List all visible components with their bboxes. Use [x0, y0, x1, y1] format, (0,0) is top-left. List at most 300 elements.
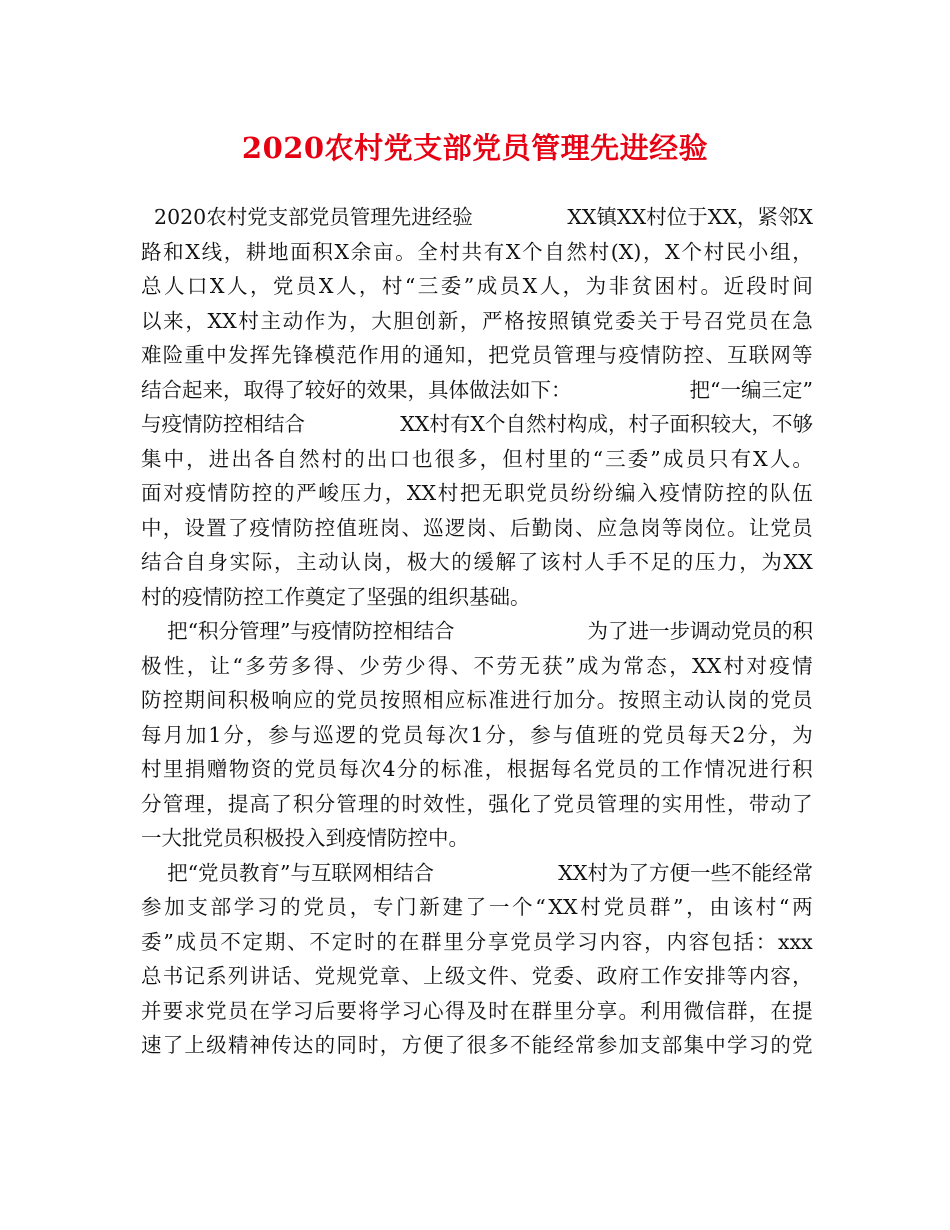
body-text-glyph: 照	[640, 688, 661, 712]
body-text-glyph: 组	[770, 239, 791, 264]
body-text-glyph: 让	[748, 515, 770, 540]
body-text-glyph: ，	[686, 895, 707, 919]
body-text-glyph: 高	[249, 791, 271, 816]
body-text-glyph: 习	[256, 895, 278, 919]
body-text-glyph: 防	[141, 688, 162, 712]
body-text-glyph: ，	[384, 550, 406, 574]
body-text-glyph: 分	[747, 722, 768, 747]
body-text-glyph: 准	[488, 688, 509, 712]
body-text-glyph: 列	[227, 964, 249, 988]
body-text-glyph: 困	[654, 274, 676, 298]
body-text-glyph: 时	[354, 929, 375, 954]
body-text-glyph: ，	[748, 998, 770, 1023]
body-text-glyph: 面	[141, 481, 162, 505]
body-text-glyph: 按	[618, 688, 639, 712]
body-text-glyph: 村	[238, 308, 259, 333]
body-text-glyph: 应	[444, 688, 466, 712]
body-text-glyph: 有	[483, 239, 505, 264]
body-text-glyph: 员	[358, 688, 379, 712]
body-text-glyph: 天	[709, 722, 731, 747]
body-text-glyph: 的	[747, 481, 769, 505]
body-text-glyph: 多	[488, 1033, 509, 1057]
body-text-glyph: 2	[732, 722, 746, 747]
body-text-glyph: 村	[723, 653, 745, 678]
body-text-glyph: 得	[313, 653, 335, 678]
body-text-glyph: 人	[539, 274, 561, 298]
body-text-glyph: 班	[597, 722, 619, 747]
body-text-glyph: 控	[162, 688, 184, 712]
body-text-glyph: 动	[683, 688, 705, 712]
body-text-glyph: 了	[792, 791, 813, 816]
body-text-glyph: 准	[462, 757, 484, 781]
body-text-line	[141, 890, 813, 925]
body-text-glyph: 委	[141, 929, 162, 954]
body-text-glyph: 情	[207, 481, 228, 505]
body-text-glyph: 常	[575, 1033, 596, 1057]
body-text-glyph: 工	[660, 757, 681, 781]
body-text-glyph: 分	[396, 757, 418, 781]
body-text-glyph: 岗	[640, 515, 661, 540]
body-text-glyph: 集	[141, 446, 162, 471]
body-text-glyph: 两	[792, 895, 813, 919]
body-text-glyph: 每	[425, 722, 446, 747]
body-text-glyph: 微	[683, 998, 705, 1023]
body-text-glyph: 也	[411, 446, 433, 471]
body-text-glyph: 多	[457, 446, 478, 471]
body-text-glyph: ，	[459, 308, 481, 333]
body-text-glyph: ，	[669, 653, 690, 678]
body-text-glyph: 村	[755, 895, 777, 919]
body-text-glyph: 政	[596, 964, 618, 988]
body-text-glyph: 标	[440, 757, 462, 781]
body-text-glyph: 委	[614, 308, 636, 333]
body-text-glyph: 学	[379, 998, 401, 1023]
body-text-glyph: 线	[201, 239, 223, 264]
body-text-glyph: 时	[488, 998, 509, 1023]
body-text-glyph: 的	[379, 791, 401, 816]
body-text-glyph: 中	[705, 1033, 726, 1057]
body-text-segment: XX村有X个自然村构成，村子面积较大，不够	[400, 412, 813, 436]
body-text-glyph: 间	[792, 274, 813, 298]
body-text-line	[141, 304, 813, 339]
body-text-line	[141, 614, 813, 649]
body-text-glyph: 习	[401, 998, 422, 1023]
body-text-glyph: 加	[553, 688, 574, 712]
body-text-glyph: 队	[770, 481, 791, 505]
body-text-glyph: 员	[227, 998, 249, 1023]
body-text-glyph: 范	[336, 343, 357, 367]
body-text-glyph: 的	[401, 343, 422, 367]
body-text-glyph: 用	[379, 343, 401, 367]
body-text-glyph: 个	[512, 895, 533, 919]
body-text-glyph: 常	[623, 653, 645, 678]
body-text-glyph: “	[535, 895, 546, 919]
body-text-line	[141, 338, 813, 373]
body-text-glyph: 得	[444, 998, 466, 1023]
body-text-glyph: 部	[210, 895, 232, 919]
body-text-glyph: ，	[466, 791, 488, 816]
body-text-glyph: 实	[229, 550, 251, 574]
body-text-segment: 把“积分管理”与疫情防控相结合	[141, 619, 455, 643]
body-text-glyph: 根	[506, 757, 528, 781]
body-text-glyph: 把	[459, 481, 481, 505]
body-text-glyph: 学	[554, 929, 576, 954]
body-text-glyph: xxx	[778, 929, 813, 954]
body-text-glyph: 府	[618, 964, 639, 988]
body-text-glyph: 与	[596, 343, 618, 367]
body-text-glyph: 多	[245, 653, 266, 678]
body-text-glyph: 员	[402, 722, 424, 747]
body-text-glyph: 门	[396, 895, 417, 919]
body-text-glyph: 情	[681, 481, 702, 505]
body-text-glyph: 自	[544, 239, 565, 264]
body-text-glyph: 按	[379, 688, 401, 712]
body-text-glyph: 照	[401, 688, 422, 712]
body-text-glyph: 员	[747, 308, 769, 333]
body-text-glyph: 很	[434, 446, 456, 471]
body-text-glyph: 总	[141, 964, 162, 988]
body-text-glyph: 岗	[362, 550, 384, 574]
body-text-glyph: 分	[575, 998, 596, 1023]
body-text-glyph: 小	[747, 239, 769, 264]
body-text-glyph: 加	[164, 895, 185, 919]
body-text-glyph: 为	[326, 308, 348, 333]
body-text-glyph: 员	[197, 929, 219, 954]
body-text-glyph: 传	[271, 1033, 292, 1057]
body-text-glyph: 压	[340, 481, 361, 505]
body-text-glyph: 然	[566, 239, 587, 264]
body-text-glyph: 书	[162, 964, 184, 988]
body-text-glyph: 岗	[553, 515, 574, 540]
body-text-glyph: 参	[268, 722, 289, 747]
document-body	[141, 200, 813, 1063]
body-text-glyph: 员	[499, 274, 521, 298]
body-text-glyph: 作	[358, 343, 379, 367]
body-text-glyph: 管	[162, 791, 184, 816]
body-text-glyph: 设	[184, 515, 205, 540]
body-text-glyph: X	[665, 239, 680, 264]
body-text-glyph: 享	[596, 998, 618, 1023]
body-text-line	[141, 856, 813, 891]
document-title: 2020农村党支部党员管理先进经验	[241, 131, 709, 165]
body-text-glyph: “	[778, 895, 790, 919]
body-text-glyph: 作	[661, 964, 683, 988]
body-text-glyph: 村	[561, 550, 583, 574]
body-text-glyph: 控	[314, 515, 336, 540]
body-text-glyph: 的	[451, 550, 472, 574]
body-text-glyph: 段	[746, 274, 767, 298]
body-text-glyph: 人	[584, 550, 605, 574]
body-text-glyph: XX	[548, 895, 578, 919]
body-text-glyph: 神	[249, 1033, 271, 1057]
body-text-glyph: 学	[726, 1033, 748, 1057]
body-text-line	[141, 580, 813, 615]
body-text-glyph: 贫	[631, 274, 653, 298]
body-text-glyph: 急	[618, 515, 639, 540]
body-text-glyph: 资	[250, 757, 272, 781]
body-text-glyph: 员	[626, 895, 648, 919]
body-text-glyph: 极	[249, 688, 271, 712]
body-text-glyph: 员	[316, 757, 338, 781]
body-text-glyph: 由	[709, 895, 730, 919]
body-text-glyph: 新	[437, 308, 459, 333]
body-text-glyph: 少	[405, 653, 426, 678]
body-text-glyph: 标	[466, 688, 488, 712]
body-text-glyph: 但	[502, 446, 523, 471]
body-text-glyph: 村	[141, 757, 162, 781]
body-text-glyph: 党	[206, 998, 227, 1023]
body-text-glyph: 际	[251, 550, 273, 574]
body-text-glyph: 有	[730, 446, 752, 471]
body-text-segment: 2020农村党支部党员管理先进经验	[141, 205, 473, 229]
body-text-glyph: 后	[314, 998, 336, 1023]
body-text-glyph: XX	[692, 653, 722, 678]
body-text-glyph: 认	[705, 688, 726, 712]
body-text-glyph: ，	[507, 722, 529, 747]
body-text-glyph: 级	[206, 1033, 227, 1057]
body-text-glyph: 关	[637, 308, 658, 333]
body-text-glyph: 求	[184, 998, 205, 1023]
body-text-glyph: 。	[395, 239, 416, 264]
body-text-glyph: 镇	[570, 308, 592, 333]
body-text-glyph: 共	[461, 239, 483, 264]
body-text-line	[141, 269, 813, 304]
body-text-glyph: 月	[163, 722, 184, 747]
body-text-glyph: 控	[725, 481, 747, 505]
body-text-glyph: 新	[419, 895, 440, 919]
body-text-glyph: 大	[371, 308, 392, 333]
body-text-glyph: 入	[637, 481, 658, 505]
body-text-glyph: 的	[418, 757, 440, 781]
body-text-glyph: 岗	[726, 688, 748, 712]
body-text-glyph: 。	[618, 998, 639, 1023]
body-text-glyph: 了	[531, 791, 553, 816]
body-text-glyph: 力	[362, 481, 384, 505]
body-text-glyph: 化	[509, 791, 531, 816]
body-text-glyph: 值	[575, 722, 596, 747]
body-text-glyph: 险	[162, 343, 184, 367]
body-text-glyph: 主	[661, 688, 683, 712]
body-text-glyph: ，	[273, 550, 295, 574]
body-text-glyph: 自	[185, 550, 206, 574]
body-text-glyph: 等	[661, 515, 683, 540]
body-text-glyph: 容	[621, 929, 643, 954]
body-text-glyph: 理	[358, 791, 379, 816]
body-text-line	[141, 718, 813, 753]
body-text-glyph: 系	[206, 964, 227, 988]
body-text-glyph: 等	[792, 343, 813, 367]
body-text-glyph: 党	[272, 274, 294, 298]
body-text-glyph: 。	[700, 274, 721, 298]
body-text-glyph: 面	[290, 239, 311, 264]
body-text-glyph: “	[232, 653, 243, 678]
body-text-glyph: 党	[380, 722, 402, 747]
body-text-glyph: 积	[292, 791, 314, 816]
body-text-glyph: 同	[336, 1033, 357, 1057]
body-text-glyph: 在	[249, 998, 271, 1023]
body-text-glyph: X	[334, 239, 350, 264]
body-text-glyph: 口	[186, 274, 208, 298]
body-text-glyph: 党	[553, 791, 574, 816]
body-text-glyph: 定	[331, 929, 353, 954]
body-text-glyph: ，	[223, 239, 245, 264]
body-text-glyph: ，	[792, 239, 813, 264]
body-text-glyph: 逻	[335, 722, 357, 747]
body-text-glyph: 很	[466, 1033, 488, 1057]
body-text-glyph: 群	[726, 998, 748, 1023]
body-text-glyph: 不	[473, 653, 495, 678]
body-text-glyph: 每	[687, 722, 708, 747]
body-text-glyph: 、	[287, 929, 308, 954]
body-text-glyph: 、	[292, 964, 314, 988]
body-text-glyph: 行	[770, 757, 791, 781]
body-text-glyph: 对	[163, 481, 184, 505]
body-text-glyph: 分	[314, 791, 336, 816]
body-text-glyph: 得	[427, 653, 449, 678]
body-text-glyph: ，	[643, 239, 664, 264]
body-text-glyph: 联	[748, 343, 770, 367]
body-text-glyph: 次	[447, 722, 469, 747]
body-text-glyph: 及	[466, 998, 488, 1023]
body-text-segment: 与疫情防控相结合	[141, 412, 305, 436]
body-text-glyph: 在	[509, 998, 531, 1023]
body-text-glyph: 情	[271, 515, 292, 540]
body-text-glyph: 大	[429, 550, 450, 574]
body-text-glyph: 参	[141, 895, 162, 919]
body-text-glyph: 里	[547, 446, 568, 471]
body-text-glyph: 三	[417, 274, 439, 298]
body-text-glyph: 认	[340, 550, 361, 574]
body-text-glyph: 用	[683, 791, 705, 816]
body-text-glyph: 理	[575, 343, 596, 367]
body-text-glyph: 纷	[570, 481, 592, 505]
body-text-glyph: 容	[688, 929, 710, 954]
body-text-glyph: 和	[163, 239, 184, 264]
body-text-glyph: 专	[372, 895, 394, 919]
body-text-glyph: 经	[553, 1033, 574, 1057]
body-text-glyph: 发	[227, 343, 249, 367]
body-text-glyph: 。	[792, 446, 813, 471]
body-text-glyph: 获	[542, 653, 563, 678]
body-text-glyph: 员	[532, 929, 554, 954]
body-text-glyph: 控	[683, 343, 705, 367]
body-text-glyph: 况	[726, 757, 747, 781]
body-text-glyph: 的	[620, 722, 641, 747]
body-text-glyph: 内	[599, 929, 621, 954]
body-text-glyph: 防	[703, 481, 725, 505]
body-text-glyph: 、	[401, 515, 422, 540]
body-text-glyph: 村	[703, 239, 725, 264]
body-text-glyph: 总	[141, 274, 162, 298]
body-text-glyph: 个	[681, 239, 702, 264]
body-text-glyph: 内	[748, 964, 770, 988]
body-text-glyph: 巡	[423, 515, 444, 540]
body-text-glyph: 习	[748, 1033, 770, 1057]
body-text-glyph: 党	[509, 343, 531, 367]
body-text-glyph: XX	[207, 308, 237, 333]
body-text-glyph: 不	[628, 550, 649, 574]
body-text-glyph: X	[753, 446, 768, 471]
body-text-glyph: 压	[694, 550, 716, 574]
body-text-glyph: 速	[141, 1033, 162, 1057]
body-text-glyph: 对	[746, 653, 767, 678]
body-text-glyph: 地	[268, 239, 289, 264]
body-text-glyph: 党	[526, 481, 547, 505]
body-text-glyph: 的	[273, 481, 295, 505]
body-text-glyph: 每	[338, 757, 360, 781]
body-text-glyph: 一	[488, 895, 510, 919]
body-text-glyph: 里	[443, 929, 464, 954]
body-text-glyph: 照	[548, 308, 570, 333]
body-text-glyph: 逻	[444, 515, 466, 540]
body-text-glyph: ”	[163, 929, 174, 954]
body-text-glyph: 。	[726, 515, 748, 540]
body-text-glyph: 、	[705, 343, 726, 367]
body-text-glyph: X	[209, 274, 225, 298]
body-text-segment: 把“党员教育”与互联网相结合	[141, 860, 435, 885]
body-text-glyph: 党	[603, 895, 624, 919]
body-text-glyph: 劳	[382, 653, 403, 678]
body-text-glyph: 党	[792, 1033, 813, 1057]
body-text-glyph: 部	[661, 1033, 683, 1057]
body-text-glyph: 员	[548, 481, 570, 505]
body-text-glyph: 性	[444, 791, 466, 816]
body-text-line	[141, 959, 813, 994]
body-text-glyph: 不	[220, 929, 241, 954]
body-text-glyph: “	[404, 274, 416, 298]
body-text-glyph: ，	[358, 274, 380, 298]
body-text-glyph: ，	[562, 274, 584, 298]
body-text-glyph: 村	[321, 446, 343, 471]
body-text-glyph: 提	[792, 998, 813, 1023]
body-text-glyph: 、	[401, 964, 422, 988]
body-text-glyph: 路	[141, 239, 162, 264]
body-text-segment: 一大批党员积极投入到疫情防控中。	[141, 826, 469, 850]
body-text-glyph: 应	[596, 515, 618, 540]
body-text-glyph: 锋	[292, 343, 314, 367]
body-text-glyph: 、	[509, 964, 531, 988]
body-text-glyph: 员	[664, 722, 686, 747]
body-text-glyph: 位	[705, 515, 726, 540]
body-text-glyph: 严	[296, 481, 317, 505]
body-text-glyph: ，	[644, 929, 665, 954]
body-text-glyph: 动	[770, 791, 791, 816]
body-text-glyph: 极	[141, 653, 162, 678]
body-text-glyph: 参	[596, 1033, 618, 1057]
body-text-glyph: 员	[792, 515, 813, 540]
body-text-glyph: 定	[242, 929, 264, 954]
body-text-glyph: 员	[792, 688, 813, 712]
body-text-glyph: 4	[382, 757, 396, 781]
body-text-line	[141, 787, 813, 822]
body-text-line	[141, 752, 813, 787]
body-text-glyph: 实	[661, 791, 683, 816]
body-text-glyph: 能	[531, 1033, 553, 1057]
body-text-glyph: 里	[162, 757, 184, 781]
body-text-glyph: 1	[470, 722, 484, 747]
body-text-glyph: 疫	[769, 653, 790, 678]
body-text-glyph: 的	[272, 757, 294, 781]
body-text-glyph: 期	[264, 929, 286, 954]
body-text-glyph: 便	[423, 1033, 444, 1057]
body-text-glyph: 民	[725, 239, 747, 264]
body-text-glyph: 成	[662, 446, 684, 471]
body-text-glyph: 伍	[792, 481, 813, 505]
body-text-glyph: 相	[423, 688, 444, 712]
body-text-glyph: ，	[484, 757, 506, 781]
body-text-glyph: 群	[649, 895, 671, 919]
body-text-glyph: 讲	[249, 964, 271, 988]
